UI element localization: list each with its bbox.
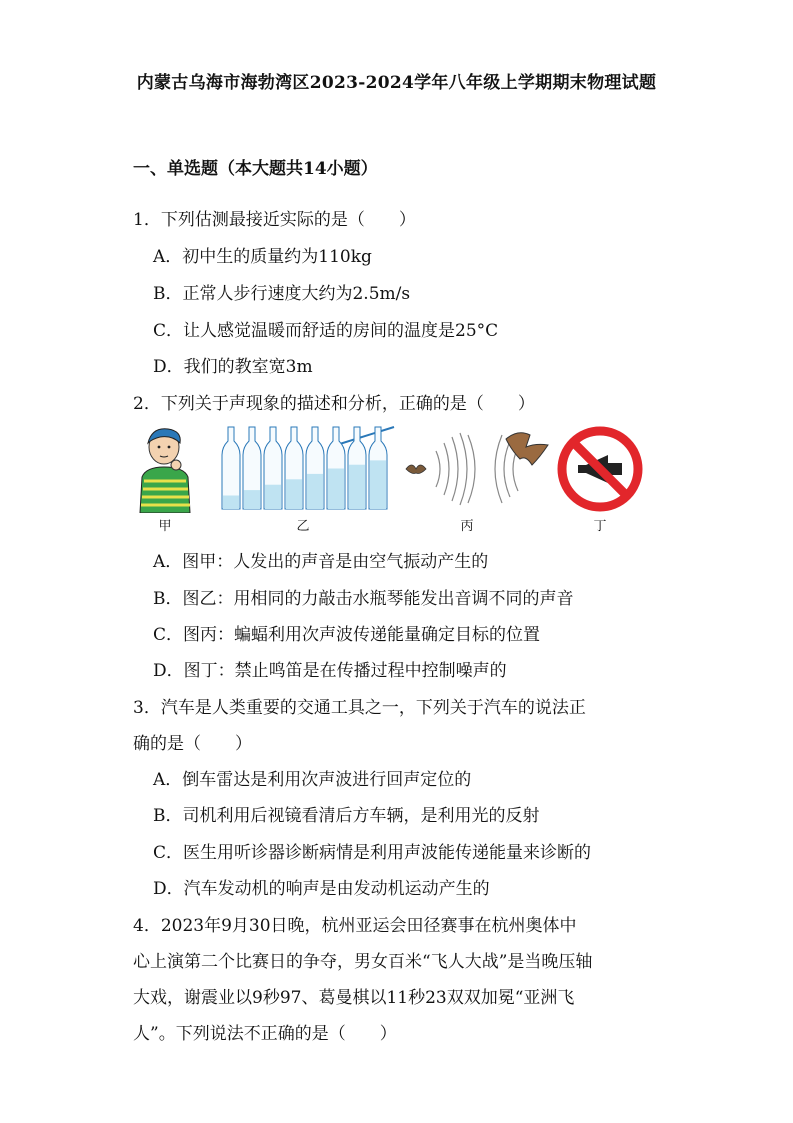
q2-option-a: A．图甲：人发出的声音是由空气振动产生的	[153, 552, 489, 572]
q1-option-a: A．初中生的质量约为110kg	[153, 247, 372, 267]
q2-stem: 2．下列关于声现象的描述和分析，正确的是（ ）	[133, 394, 535, 414]
person-thinking-icon	[132, 425, 200, 513]
bottle-water	[223, 496, 239, 510]
caption-yi: 乙	[296, 519, 310, 534]
bottle-water	[370, 460, 386, 509]
caption-jia: 甲	[158, 519, 172, 534]
q2-option-b: B．图乙：用相同的力敲击水瓶琴能发出音调不同的声音	[153, 589, 574, 609]
bottle-water	[265, 485, 281, 509]
q1-option-c: C．让人感觉温暖而舒适的房间的温度是25°C	[153, 321, 499, 341]
q2-figure-row	[130, 425, 650, 535]
q3-stem-line2: 确的是（ ）	[133, 734, 252, 754]
q4-line2: 心上演第二个比赛日的争夺，男女百米“飞人大战”是当晚压轴	[133, 952, 593, 972]
q1-option-b: B．正常人步行速度大约为2.5m/s	[153, 284, 411, 304]
caption-bing: 丙	[460, 519, 474, 534]
q3-option-a: A．倒车雷达是利用次声波进行回声定位的	[153, 770, 472, 790]
no-horn-sign-icon	[556, 425, 644, 513]
water-bottles-icon	[218, 425, 398, 513]
bottle-water	[349, 465, 365, 509]
q2-option-c: C．图丙：蝙蝠利用次声波传递能量确定目标的位置	[153, 625, 541, 645]
q4-line1: 4．2023年9月30日晚，杭州亚运会田径赛事在杭州奥体中	[133, 916, 577, 936]
q2-option-d: D．图丁：禁止鸣笛是在传播过程中控制噪声的	[153, 661, 507, 681]
bottle-water	[286, 479, 302, 509]
bottle-water	[328, 469, 344, 510]
q3-stem-line1: 3．汽车是人类重要的交通工具之一，下列关于汽车的说法正	[133, 698, 586, 718]
bat-ultrasound-icon	[402, 425, 552, 513]
page-title: 内蒙古乌海市海勃湾区2023-2024学年八年级上学期期末物理试题	[136, 73, 657, 93]
bottle-water	[307, 474, 323, 509]
q3-option-b: B．司机利用后视镜看清后方车辆，是利用光的反射	[153, 806, 540, 826]
section-heading: 一、单选题（本大题共14小题）	[133, 159, 378, 179]
q3-option-d: D．汽车发动机的响声是由发动机运动产生的	[153, 879, 490, 899]
q4-line3: 大戏，谢震业以9秒97、葛曼棋以11秒23双双加冕“亚洲飞	[133, 988, 575, 1008]
bottle-water	[244, 490, 260, 509]
caption-ding: 丁	[593, 519, 607, 534]
q1-stem: 1．下列估测最接近实际的是（ ）	[133, 210, 416, 230]
q3-option-c: C．医生用听诊器诊断病情是利用声波能传递能量来诊断的	[153, 843, 592, 863]
q1-option-d: D．我们的教室宽3m	[153, 357, 313, 377]
q4-line4: 人”。下列说法不正确的是（ ）	[133, 1024, 397, 1044]
